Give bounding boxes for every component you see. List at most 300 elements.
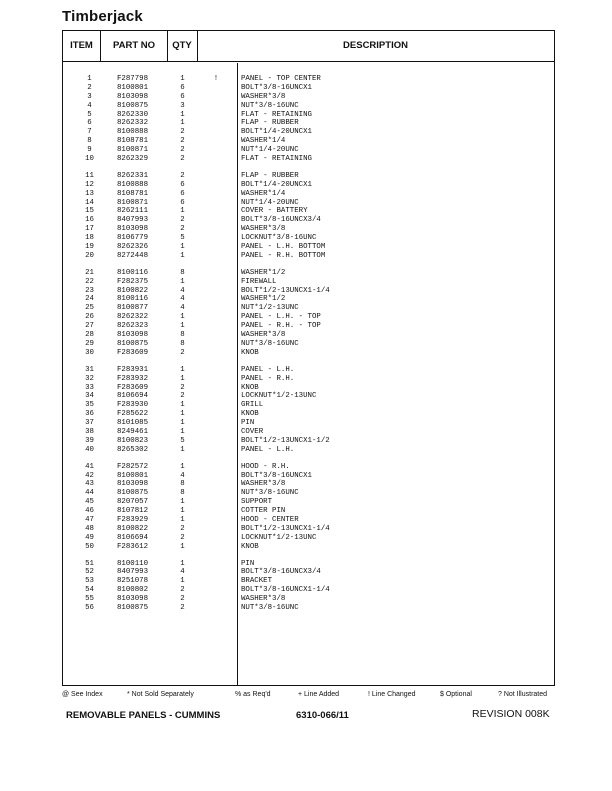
- cell-part-no: 8108781: [117, 189, 149, 198]
- cell-description: PANEL - R.H.: [241, 374, 295, 383]
- cell-item: 33: [85, 383, 94, 392]
- cell-qty: 4: [180, 286, 185, 295]
- table-row: [63, 313, 554, 322]
- table-row: [63, 102, 554, 111]
- table-row: [63, 252, 554, 261]
- cell-qty: 8: [180, 331, 185, 340]
- cell-part-no: 8262111: [117, 207, 149, 216]
- cell-part-no: F283930: [117, 401, 149, 410]
- cell-item: 29: [85, 339, 94, 348]
- cell-description: FLAT - RETAINING: [241, 155, 312, 164]
- cell-part-no: 8100875: [117, 101, 149, 110]
- cell-description: KNOB: [241, 383, 259, 392]
- table-body: [63, 75, 554, 621]
- cell-part-no: 8262331: [117, 171, 149, 180]
- table-row: [63, 446, 554, 455]
- cell-part-no: 8100116: [117, 295, 149, 304]
- table-row: [63, 304, 554, 313]
- cell-item: 30: [85, 348, 94, 357]
- cell-description: NUT*1/2-13UNC: [241, 304, 299, 313]
- row-group: [63, 172, 554, 261]
- cell-item: 23: [85, 286, 94, 295]
- cell-item: 16: [85, 216, 94, 225]
- cell-description: NUT*1/4-20UNC: [241, 198, 299, 207]
- cell-description: BOLT*1/2-13UNCX1-1/4: [241, 524, 330, 533]
- cell-part-no: F282375: [117, 277, 149, 286]
- cell-part-no: 8100888: [117, 128, 149, 137]
- cell-qty: 6: [180, 92, 185, 101]
- cell-item: 24: [85, 295, 94, 304]
- table-row: [63, 480, 554, 489]
- cell-qty: 6: [180, 198, 185, 207]
- cell-part-no: 8103098: [117, 595, 149, 604]
- table-row: [63, 287, 554, 296]
- legend-line-changed: ! Line Changed: [368, 691, 416, 698]
- cell-item: 19: [85, 243, 94, 252]
- cell-part-no: 8262332: [117, 119, 149, 128]
- cell-item: 12: [85, 180, 94, 189]
- cell-item: 5: [87, 110, 92, 119]
- cell-qty: 1: [180, 515, 185, 524]
- cell-qty: 4: [180, 304, 185, 313]
- table-row: [63, 516, 554, 525]
- cell-description: WASHER*1/2: [241, 268, 286, 277]
- table-row: [63, 428, 554, 437]
- cell-part-no: 8262329: [117, 155, 149, 164]
- cell-item: 18: [85, 234, 94, 243]
- table-row: [63, 93, 554, 102]
- cell-item: 21: [85, 268, 94, 277]
- cell-qty: 1: [180, 419, 185, 428]
- cell-part-no: F282572: [117, 462, 149, 471]
- cell-qty: 1: [180, 507, 185, 516]
- table-row: [63, 172, 554, 181]
- cell-part-no: 8108781: [117, 137, 149, 146]
- cell-part-no: F283932: [117, 374, 149, 383]
- table-row: [63, 278, 554, 287]
- cell-qty: 2: [180, 348, 185, 357]
- cell-description: WASHER*1/2: [241, 295, 286, 304]
- table-row: [63, 137, 554, 146]
- cell-part-no: 8265302: [117, 445, 149, 454]
- cell-qty: 6: [180, 189, 185, 198]
- cell-part-no: 8262323: [117, 322, 149, 331]
- column-divider: [167, 31, 168, 61]
- cell-qty: 1: [180, 251, 185, 260]
- cell-item: 3: [87, 92, 92, 101]
- cell-part-no: 8262322: [117, 313, 149, 322]
- legend: [62, 691, 562, 703]
- cell-item: 45: [85, 498, 94, 507]
- cell-qty: 2: [180, 524, 185, 533]
- cell-item: 25: [85, 304, 94, 313]
- cell-description: HOOD - CENTER: [241, 515, 299, 524]
- cell-part-no: 8103098: [117, 331, 149, 340]
- cell-part-no: F287798: [117, 75, 149, 83]
- cell-part-no: 8107812: [117, 507, 149, 516]
- cell-qty: 1: [180, 374, 185, 383]
- legend-optional: $ Optional: [440, 691, 472, 698]
- cell-part-no: F283931: [117, 365, 149, 374]
- cell-qty: 1: [180, 462, 185, 471]
- table-row: [63, 199, 554, 208]
- cell-qty: 5: [180, 436, 185, 445]
- table-row: [63, 216, 554, 225]
- cell-description: BRACKET: [241, 577, 273, 586]
- cell-item: 53: [85, 577, 94, 586]
- cell-part-no: 8100823: [117, 436, 149, 445]
- table-row: [63, 410, 554, 419]
- table-row: [63, 525, 554, 534]
- cell-part-no: 8103098: [117, 225, 149, 234]
- cell-item: 32: [85, 374, 94, 383]
- cell-qty: 1: [180, 401, 185, 410]
- cell-part-no: 8262330: [117, 110, 149, 119]
- cell-part-no: 8100822: [117, 286, 149, 295]
- cell-description: KNOB: [241, 348, 259, 357]
- cell-qty: 2: [180, 603, 185, 612]
- table-row: [63, 366, 554, 375]
- cell-item: 48: [85, 524, 94, 533]
- cell-part-no: 8100875: [117, 339, 149, 348]
- table-row: [63, 269, 554, 278]
- cell-part-no: 8207057: [117, 498, 149, 507]
- cell-description: BOLT*3/8-16UNCX1: [241, 471, 312, 480]
- table-row: [63, 190, 554, 199]
- cell-description: PIN: [241, 419, 255, 428]
- cell-item: 46: [85, 507, 94, 516]
- table-row: [63, 401, 554, 410]
- cell-part-no: 8100871: [117, 146, 149, 155]
- cell-qty: 1: [180, 313, 185, 322]
- table-row: [63, 181, 554, 190]
- cell-qty: 2: [180, 595, 185, 604]
- row-group: [63, 269, 554, 358]
- table-row: [63, 225, 554, 234]
- cell-description: GRILL: [241, 401, 264, 410]
- cell-description: LOCKNUT*1/2-13UNC: [241, 533, 317, 542]
- cell-qty: 1: [180, 445, 185, 454]
- cell-item: 38: [85, 427, 94, 436]
- table-row: [63, 331, 554, 340]
- cell-qty: 1: [180, 577, 185, 586]
- row-group: [63, 75, 554, 164]
- row-group: [63, 366, 554, 455]
- cell-item: 42: [85, 471, 94, 480]
- cell-item: 26: [85, 313, 94, 322]
- cell-qty: 6: [180, 83, 185, 92]
- cell-description: NUT*3/8-16UNC: [241, 101, 299, 110]
- cell-description: WASHER*3/8: [241, 595, 286, 604]
- cell-qty: 2: [180, 155, 185, 164]
- cell-qty: 2: [180, 533, 185, 542]
- cell-part-no: 8103098: [117, 92, 149, 101]
- column-header-part-no: PART NO: [112, 40, 156, 51]
- cell-description: PANEL - R.H. BOTTOM: [241, 251, 326, 260]
- legend-as-reqd: % as Req'd: [235, 691, 271, 698]
- cell-qty: 1: [180, 498, 185, 507]
- cell-part-no: 8106694: [117, 392, 149, 401]
- cell-qty: 1: [180, 427, 185, 436]
- cell-description: PANEL - L.H.: [241, 365, 295, 374]
- cell-part-no: 8262326: [117, 243, 149, 252]
- cell-description: BOLT*3/8-16UNCX1-1/4: [241, 586, 330, 595]
- column-divider: [100, 31, 101, 61]
- cell-part-no: 8100888: [117, 180, 149, 189]
- footer-code: 6310-066/11: [296, 710, 349, 721]
- cell-item: 50: [85, 542, 94, 551]
- cell-qty: 3: [180, 101, 185, 110]
- cell-qty: 1: [180, 365, 185, 374]
- table-row: [63, 119, 554, 128]
- cell-item: 28: [85, 331, 94, 340]
- cell-description: BOLT*1/4-20UNCX1: [241, 128, 312, 137]
- table-row: [63, 543, 554, 552]
- table-row: [63, 146, 554, 155]
- table-row: [63, 568, 554, 577]
- cell-qty: 2: [180, 392, 185, 401]
- cell-item: 1: [87, 75, 92, 83]
- cell-item: 52: [85, 568, 94, 577]
- cell-item: 2: [87, 83, 92, 92]
- cell-description: LOCKNUT*1/2-13UNC: [241, 392, 317, 401]
- cell-item: 40: [85, 445, 94, 454]
- brand-title: Timberjack: [62, 8, 143, 25]
- cell-item: 47: [85, 515, 94, 524]
- cell-description: LOCKNUT*3/8-16UNC: [241, 234, 317, 243]
- cell-description: COVER: [241, 427, 264, 436]
- cell-item: 22: [85, 277, 94, 286]
- column-header-description: DESCRIPTION: [343, 40, 408, 51]
- table-row: [63, 604, 554, 613]
- cell-item: 39: [85, 436, 94, 445]
- cell-item: 17: [85, 225, 94, 234]
- cell-item: 13: [85, 189, 94, 198]
- cell-description: NUT*3/8-16UNC: [241, 603, 299, 612]
- cell-part-no: 8407993: [117, 568, 149, 577]
- cell-qty: 1: [180, 542, 185, 551]
- table-header: [63, 31, 554, 62]
- cell-qty: 8: [180, 268, 185, 277]
- cell-item: 4: [87, 101, 92, 110]
- table-row: [63, 489, 554, 498]
- cell-part-no: 8407993: [117, 216, 149, 225]
- cell-qty: 8: [180, 480, 185, 489]
- cell-description: COVER - BATTERY: [241, 207, 308, 216]
- table-row: [63, 340, 554, 349]
- cell-qty: 5: [180, 234, 185, 243]
- cell-qty: 2: [180, 146, 185, 155]
- table-row: [63, 498, 554, 507]
- table-row: [63, 507, 554, 516]
- table-row: [63, 243, 554, 252]
- cell-description: BOLT*3/8-16UNCX1: [241, 83, 312, 92]
- cell-item: 55: [85, 595, 94, 604]
- cell-part-no: 8100116: [117, 268, 149, 277]
- cell-item: 36: [85, 410, 94, 419]
- cell-qty: 1: [180, 119, 185, 128]
- column-divider: [197, 31, 198, 61]
- cell-item: 8: [87, 137, 92, 146]
- cell-description: FIREWALL: [241, 277, 277, 286]
- cell-description: BOLT*3/8-16UNCX3/4: [241, 568, 321, 577]
- table-row: [63, 586, 554, 595]
- cell-part-no: 8101085: [117, 419, 149, 428]
- footer-title: REMOVABLE PANELS - CUMMINS: [66, 710, 221, 721]
- cell-item: 7: [87, 128, 92, 137]
- cell-description: PANEL - L.H. BOTTOM: [241, 243, 326, 252]
- cell-item: 14: [85, 198, 94, 207]
- cell-description: HOOD - R.H.: [241, 462, 290, 471]
- cell-qty: 1: [180, 277, 185, 286]
- table-row: [63, 384, 554, 393]
- cell-description: BOLT*1/2-13UNCX1-1/2: [241, 436, 330, 445]
- cell-part-no: F285622: [117, 410, 149, 419]
- cell-description: KNOB: [241, 542, 259, 551]
- cell-description: NUT*3/8-16UNC: [241, 489, 299, 498]
- column-header-qty: QTY: [172, 40, 192, 51]
- cell-description: WASHER*1/4: [241, 137, 286, 146]
- cell-item: 27: [85, 322, 94, 331]
- cell-description: WASHER*3/8: [241, 331, 286, 340]
- cell-item: 20: [85, 251, 94, 260]
- cell-part-no: F283609: [117, 348, 149, 357]
- cell-qty: 6: [180, 180, 185, 189]
- cell-qty: 1: [180, 322, 185, 331]
- cell-description: WASHER*3/8: [241, 92, 286, 101]
- cell-description: NUT*3/8-16UNC: [241, 339, 299, 348]
- cell-item: 41: [85, 462, 94, 471]
- cell-description: PANEL - R.H. - TOP: [241, 322, 321, 331]
- cell-item: 54: [85, 586, 94, 595]
- table-row: [63, 75, 554, 84]
- cell-description: BOLT*1/4-20UNCX1: [241, 180, 312, 189]
- cell-part-no: 8100875: [117, 489, 149, 498]
- cell-part-no: 8100822: [117, 524, 149, 533]
- cell-qty: 1: [180, 75, 185, 83]
- cell-description: WASHER*3/8: [241, 480, 286, 489]
- cell-item: 35: [85, 401, 94, 410]
- table-row: [63, 207, 554, 216]
- cell-item: 11: [85, 171, 94, 180]
- cell-part-no: 8100801: [117, 83, 149, 92]
- cell-part-no: F283609: [117, 383, 149, 392]
- cell-description: NUT*1/4-20UNC: [241, 146, 299, 155]
- cell-qty: 1: [180, 559, 185, 568]
- table-row: [63, 392, 554, 401]
- cell-description: COTTER PIN: [241, 507, 286, 516]
- table-row: [63, 84, 554, 93]
- cell-qty: 2: [180, 128, 185, 137]
- cell-qty: 2: [180, 383, 185, 392]
- table-row: [63, 472, 554, 481]
- cell-description: FLAP - RUBBER: [241, 119, 299, 128]
- cell-flag: !: [213, 75, 219, 83]
- cell-description: WASHER*1/4: [241, 189, 286, 198]
- cell-qty: 2: [180, 586, 185, 595]
- cell-qty: 1: [180, 243, 185, 252]
- row-group: [63, 463, 554, 552]
- cell-item: 56: [85, 603, 94, 612]
- table-row: [63, 155, 554, 164]
- cell-qty: 8: [180, 489, 185, 498]
- cell-item: 51: [85, 559, 94, 568]
- cell-qty: 4: [180, 568, 185, 577]
- cell-part-no: 8251078: [117, 577, 149, 586]
- legend-not-sold: * Not Sold Separately: [127, 691, 194, 698]
- cell-qty: 1: [180, 207, 185, 216]
- cell-part-no: 8100871: [117, 198, 149, 207]
- cell-description: WASHER*3/8: [241, 225, 286, 234]
- row-group: [63, 560, 554, 613]
- cell-part-no: 8106694: [117, 533, 149, 542]
- cell-description: FLAT - RETAINING: [241, 110, 312, 119]
- cell-part-no: 8103098: [117, 480, 149, 489]
- cell-item: 37: [85, 419, 94, 428]
- table-row: [63, 419, 554, 428]
- cell-description: BOLT*1/2-13UNCX1-1/4: [241, 286, 330, 295]
- cell-description: PANEL - L.H.: [241, 445, 295, 454]
- cell-description: PIN: [241, 559, 255, 568]
- cell-description: PANEL - L.H. - TOP: [241, 313, 321, 322]
- cell-description: BOLT*3/8-16UNCX3/4: [241, 216, 321, 225]
- legend-line-added: + Line Added: [298, 691, 340, 698]
- cell-item: 31: [85, 365, 94, 374]
- table-row: [63, 534, 554, 543]
- table-row: [63, 463, 554, 472]
- cell-part-no: 8106779: [117, 234, 149, 243]
- table-row: [63, 595, 554, 604]
- cell-part-no: 8100802: [117, 586, 149, 595]
- cell-description: PANEL - TOP CENTER: [241, 75, 321, 83]
- cell-part-no: 8100110: [117, 559, 149, 568]
- table-row: [63, 375, 554, 384]
- column-header-item: ITEM: [70, 40, 93, 51]
- cell-qty: 2: [180, 225, 185, 234]
- cell-description: KNOB: [241, 410, 259, 419]
- table-row: [63, 128, 554, 137]
- table-row: [63, 560, 554, 569]
- cell-item: 34: [85, 392, 94, 401]
- cell-qty: 8: [180, 339, 185, 348]
- table-row: [63, 349, 554, 358]
- cell-part-no: 8100875: [117, 603, 149, 612]
- cell-item: 10: [85, 155, 94, 164]
- cell-description: FLAP - RUBBER: [241, 171, 299, 180]
- cell-qty: 2: [180, 216, 185, 225]
- cell-qty: 4: [180, 295, 185, 304]
- cell-item: 9: [87, 146, 92, 155]
- cell-qty: 4: [180, 471, 185, 480]
- legend-see-index: @ See Index: [62, 691, 103, 698]
- parts-table: [62, 30, 555, 686]
- table-row: [63, 111, 554, 120]
- footer-revision: REVISION 008K: [472, 708, 550, 720]
- cell-part-no: F283612: [117, 542, 149, 551]
- cell-item: 15: [85, 207, 94, 216]
- cell-part-no: F283929: [117, 515, 149, 524]
- cell-item: 6: [87, 119, 92, 128]
- cell-part-no: 8100801: [117, 471, 149, 480]
- cell-qty: 1: [180, 110, 185, 119]
- cell-item: 49: [85, 533, 94, 542]
- table-row: [63, 577, 554, 586]
- cell-description: SUPPORT: [241, 498, 273, 507]
- cell-qty: 2: [180, 171, 185, 180]
- cell-part-no: 8272448: [117, 251, 149, 260]
- table-row: [63, 437, 554, 446]
- table-row: [63, 322, 554, 331]
